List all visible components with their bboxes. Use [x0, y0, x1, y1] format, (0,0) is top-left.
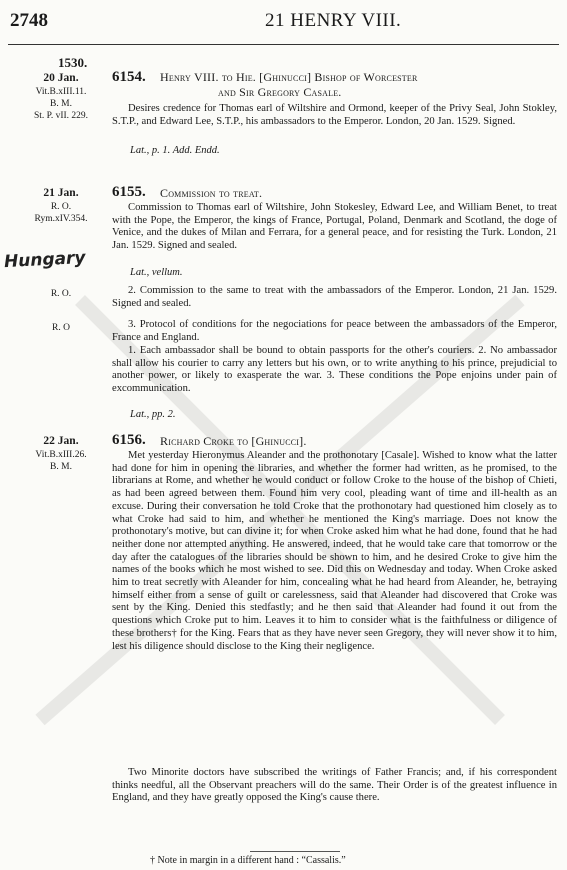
- handwritten-note: Hungary: [3, 247, 87, 273]
- entry-ref: R. O.: [50, 202, 72, 212]
- year-label: 1530.: [58, 55, 88, 70]
- running-title: 21 HENRY VIII.: [265, 10, 402, 31]
- entry-body: Met yesterday Hieronymus Aleander and the prothonotary [Casale]. Wished to know what the latter had done for him in opening the libraries, and whether the former had written, as he promised, to the librarians at Rome, and whether he would conduct or follow Croke to the house of the bishop of Chieti, as had been agreed between them. Found him very cool, pleading want of time and ill-health as an excuse. During their conversation he told Croke that the prothonotary had questioned him closely as to what Croke had said to him, and whether he mentioned the King's marriage. Does not know the prothonotary's motive, but can divine it; for when Croke asked him what he had done, found that he had neither done nor attempted anything. He answered, indeed, that he would take care that tomorrow or the day after the catalogues of the libraries should be shown to him, and he desired Croke to give him the names of the books which he most wished to see. Did this on Wednesday and today. When Croke asked him to treat secretly with Aleander for him, concealing what he had heard from Aleander, he, betraying himself either from a sense of guilt or carelessness, said that Aleander had discovered that Croke was sent by the King. Denied this stedfastly; and he then said that Aleander had found it out from the questions which Croke put to him. Leaves it to him to consider what is the faithfulness or diligence of these brothers† for the King. Fears that as they have never seen Gregory, they will never show it to him, lest his diligence should disclose to the King their negligence.: [112, 450, 557, 652]
- sub-item-ref: R. O.: [50, 289, 72, 299]
- entry-title: Commission to treat.: [160, 186, 263, 200]
- entry-title-cont: and Sir Gregory Casale.: [218, 85, 342, 99]
- entry-date: 20 Jan.: [43, 72, 79, 84]
- entry-ref: St. P. vII. 229.: [33, 111, 89, 121]
- sub-item-text-cont: 1. Each ambassador shall be bound to obtain passports for the other's couriers. 2. No ambassador shall allow his courier to carry any letters but his own, or to write anything to his prince, prejudicial to another power, or likely to exasperate the war. 3. These conditions the Pope enjoins under pain of excommunication.: [112, 345, 557, 395]
- sub-item-text: 2. Commission to the same to treat with the ambassadors of the Emperor. London, 21 Jan. 1529. Signed and sealed.: [112, 285, 557, 309]
- entry-number: 6155.: [112, 184, 146, 200]
- entry-number: 6156.: [112, 432, 146, 448]
- entry-number: 6154.: [112, 69, 146, 85]
- entry-latin-note: Lat., vellum.: [130, 267, 183, 278]
- sub-item-ref: R. O: [52, 323, 70, 333]
- entry-body: Commission to Thomas earl of Wiltshire, John Stokesley, Edward Lee, and William Benet, to treat with the Pope, the Emperor, the kings of France, Portugal, Poland, Denmark and Scotland, the doge of Venice, and the dukes of Milan and Ferrara, for a general peace, and for resisting the Turk. London, 21 Jan. 1529. Signed and sealed.: [112, 202, 557, 252]
- entry-date: 21 Jan.: [43, 187, 79, 199]
- entry-ref: Vit.B.xIII.26.: [35, 450, 87, 460]
- entry-ref: Vit.B.xIII.11.: [35, 87, 87, 97]
- footnote: † Note in margin in a different hand : “Cassalis.”: [150, 855, 346, 866]
- sub-item-latin-note: Lat., pp. 2.: [130, 409, 176, 420]
- entry-title: Henry VIII. to Hie. [Ghinucci] Bishop of Worcester: [160, 70, 418, 84]
- entry-ref: B. M.: [50, 462, 72, 472]
- entry-title: Richard Croke to [Ghinucci].: [160, 434, 307, 448]
- page-number: 2748: [10, 10, 48, 31]
- sub-item-text: 3. Protocol of conditions for the negociations for peace between the ambassadors of the Emperor, France and England.: [112, 319, 557, 343]
- entry-latin-note: Lat., p. 1. Add. Endd.: [130, 145, 220, 156]
- header-rule: [8, 44, 559, 45]
- entry-date: 22 Jan.: [43, 435, 79, 447]
- entry-body-cont: Two Minorite doctors have subscribed the writings of Father Francis; and, if his correspondent thinks needful, all the Observant preachers will do the same. Their Order is of the greatest influence in England, and they have greatly opposed the King's cause there.: [112, 767, 557, 804]
- entry-body: Desires credence for Thomas earl of Wiltshire and Ormond, keeper of the Privy Seal, John Stokley, S.T.P., and Edward Lee, S.T.P., his ambassadors to the Emperor. London, 20 Jan. 1529. Signed.: [112, 103, 557, 127]
- footnote-rule: [250, 851, 340, 852]
- entry-ref: B. M.: [50, 99, 72, 109]
- entry-ref: Rym.xIV.354.: [34, 214, 88, 224]
